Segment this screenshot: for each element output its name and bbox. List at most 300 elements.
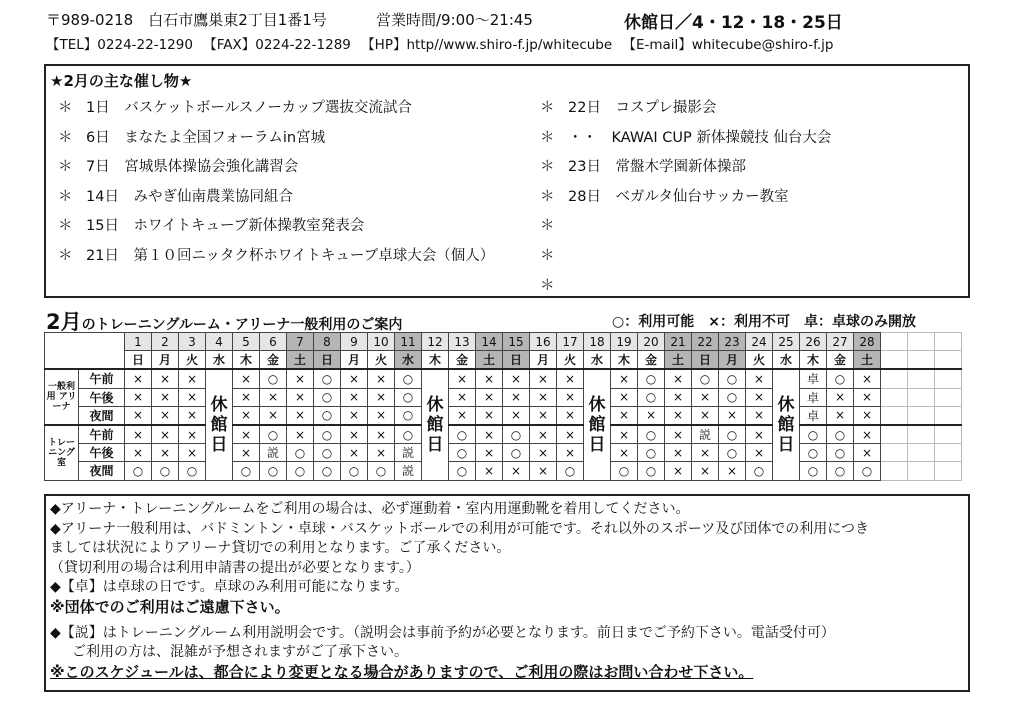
availability-cell: ○ (395, 388, 422, 406)
empty-cell (935, 425, 962, 444)
availability-cell: × (476, 369, 503, 388)
day-number: 15 (503, 333, 530, 351)
availability-cell: × (179, 388, 206, 406)
availability-cell: ○ (314, 444, 341, 462)
note-crowding: ご利用の方は、混雑が予想されますがご了承下さい。 (72, 644, 408, 661)
event-item (58, 96, 494, 126)
availability-cell: ○ (800, 444, 827, 462)
time-slot: 午後 (79, 444, 125, 462)
availability-cell: 説 (395, 462, 422, 480)
availability-cell: ○ (638, 444, 665, 462)
empty-cell (908, 333, 935, 351)
availability-cell: × (503, 369, 530, 388)
availability-cell: × (287, 388, 314, 406)
weekday: 金 (638, 351, 665, 370)
bullet-star: ＊ (540, 129, 555, 146)
bullet-star: ＊ (540, 247, 555, 264)
availability-cell: × (287, 369, 314, 388)
availability-cell: ○ (638, 462, 665, 480)
bullet-star: ＊ (540, 188, 555, 205)
homepage-link[interactable]: 【HP】http//www.shiro-f.jp/whitecube (361, 37, 613, 53)
weekday: 木 (233, 351, 260, 370)
availability-cell: × (287, 406, 314, 425)
availability-cell: ○ (800, 462, 827, 480)
availability-cell: × (233, 388, 260, 406)
availability-cell: × (611, 369, 638, 388)
availability-cell: × (746, 425, 773, 444)
availability-cell: × (719, 406, 746, 425)
availability-cell: × (530, 425, 557, 444)
day-number: 28 (854, 333, 881, 351)
events-title: ★2月の主な催し物★ (50, 72, 193, 90)
availability-cell: × (854, 388, 881, 406)
availability-cell: ○ (341, 462, 368, 480)
availability-cell: ○ (152, 462, 179, 480)
event-item (540, 274, 831, 304)
empty-cell (935, 388, 962, 406)
schedule-table (44, 332, 962, 481)
availability-cell: 説 (395, 444, 422, 462)
availability-cell: × (692, 406, 719, 425)
availability-cell: × (530, 369, 557, 388)
availability-cell: × (179, 369, 206, 388)
availability-cell: × (233, 369, 260, 388)
availability-cell: ○ (827, 444, 854, 462)
time-slot: 夜間 (79, 406, 125, 425)
availability-cell: ○ (395, 425, 422, 444)
schedule-row (45, 369, 962, 388)
availability-cell: × (746, 388, 773, 406)
time-slot: 午後 (79, 388, 125, 406)
business-hours: 営業時間/9:00〜21:45 (376, 11, 533, 29)
closed-day-cell: 休館日 (584, 369, 611, 480)
day-number: 24 (746, 333, 773, 351)
empty-cell (881, 444, 908, 462)
time-slot: 午前 (79, 425, 125, 444)
tel: 【TEL】0224-22-1290 (46, 37, 193, 53)
empty-cell (881, 406, 908, 425)
event-item (58, 214, 494, 244)
weekday: 火 (368, 351, 395, 370)
schedule-month: 2月 (46, 310, 82, 334)
availability-cell: ○ (746, 462, 773, 480)
empty-cell (935, 406, 962, 425)
availability-cell: × (152, 444, 179, 462)
weekday: 月 (341, 351, 368, 370)
availability-cell: × (854, 406, 881, 425)
availability-cell: ○ (800, 425, 827, 444)
empty-cell (908, 388, 935, 406)
availability-cell: × (341, 406, 368, 425)
note-arena-usage: ◆アリーナ一般利用は、バドミントン・卓球・バスケットボールでの利用が可能です。それ以外のスポーツ及び団体での利用につき (50, 520, 869, 537)
availability-cell: × (665, 369, 692, 388)
event-text: 28日 ベガルタ仙台サッカー教室 (568, 188, 789, 205)
availability-cell: × (827, 406, 854, 425)
availability-cell: × (368, 369, 395, 388)
event-item (540, 155, 831, 185)
day-number: 3 (179, 333, 206, 351)
day-number: 6 (260, 333, 287, 351)
availability-cell: ○ (314, 425, 341, 444)
availability-cell: ○ (449, 425, 476, 444)
event-text: 21日 第１０回ニッタク杯ホワイトキューブ卓球大会（個人） (86, 247, 495, 264)
bullet-star: ＊ (58, 129, 73, 146)
availability-cell: ○ (314, 462, 341, 480)
availability-cell: × (287, 425, 314, 444)
availability-cell: ○ (557, 462, 584, 480)
availability-cell: ○ (719, 425, 746, 444)
weekday: 金 (449, 351, 476, 370)
schedule-row (45, 388, 962, 406)
availability-cell: × (665, 406, 692, 425)
weekday: 土 (476, 351, 503, 370)
availability-cell: ○ (503, 425, 530, 444)
availability-cell: × (476, 425, 503, 444)
availability-cell: × (557, 388, 584, 406)
weekday: 木 (422, 351, 449, 370)
availability-cell: × (719, 462, 746, 480)
bullet-star: ＊ (540, 277, 555, 294)
event-item (58, 185, 494, 215)
availability-cell: × (665, 444, 692, 462)
availability-cell: × (692, 462, 719, 480)
availability-cell: ○ (638, 388, 665, 406)
availability-cell: 卓 (800, 369, 827, 388)
availability-cell: × (557, 369, 584, 388)
availability-cell: × (341, 444, 368, 462)
availability-cell: ○ (611, 462, 638, 480)
availability-cell: × (341, 425, 368, 444)
availability-cell: × (665, 462, 692, 480)
availability-cell: × (854, 444, 881, 462)
empty-cell (881, 388, 908, 406)
availability-cell: ○ (692, 369, 719, 388)
availability-cell: × (368, 444, 395, 462)
availability-cell: × (260, 406, 287, 425)
availability-cell: ○ (395, 369, 422, 388)
day-number: 18 (584, 333, 611, 351)
email-link[interactable]: 【E-mail】whitecube@shiro-f.jp (622, 37, 834, 53)
day-number: 16 (530, 333, 557, 351)
availability-cell: × (476, 462, 503, 480)
availability-cell: ○ (368, 462, 395, 480)
day-number: 1 (125, 333, 152, 351)
availability-cell: × (611, 388, 638, 406)
event-text: 22日 コスプレ撮影会 (568, 100, 717, 116)
time-slot: 午前 (79, 369, 125, 388)
weekday: 木 (611, 351, 638, 370)
event-text: ・・ KAWAI CUP 新体操競技 仙台大会 (568, 129, 832, 146)
day-number: 4 (206, 333, 233, 351)
availability-cell: × (125, 444, 152, 462)
availability-cell: ○ (125, 462, 152, 480)
day-number: 10 (368, 333, 395, 351)
day-number: 13 (449, 333, 476, 351)
weekday: 土 (854, 351, 881, 370)
availability-cell: × (125, 369, 152, 388)
empty-cell (908, 406, 935, 425)
weekday: 火 (179, 351, 206, 370)
day-number: 5 (233, 333, 260, 351)
availability-cell: × (179, 425, 206, 444)
availability-cell: × (476, 444, 503, 462)
empty-cell (881, 462, 908, 480)
weekday: 火 (746, 351, 773, 370)
availability-cell: × (854, 425, 881, 444)
note-attire: ◆アリーナ・トレーニングルームをご利用の場合は、必ず運動着・室内用運動靴を着用してください。 (50, 501, 690, 517)
day-number: 9 (341, 333, 368, 351)
day-number: 8 (314, 333, 341, 351)
day-number: 26 (800, 333, 827, 351)
weekday: 水 (773, 351, 800, 370)
availability-cell: × (746, 406, 773, 425)
empty-cell (935, 351, 962, 370)
availability-cell: × (476, 388, 503, 406)
availability-cell: × (260, 388, 287, 406)
availability-cell: × (152, 388, 179, 406)
empty-cell (908, 462, 935, 480)
section-label: 一般利用 アリーナ (45, 369, 79, 425)
availability-cell: ○ (827, 369, 854, 388)
availability-cell: ○ (638, 425, 665, 444)
bullet-star: ＊ (58, 159, 73, 176)
availability-cell: ○ (827, 462, 854, 480)
availability-cell: ○ (260, 425, 287, 444)
empty-cell (935, 333, 962, 351)
note-groups: ※団体でのご利用はご遠慮下さい。 (50, 597, 290, 616)
availability-cell: × (179, 444, 206, 462)
availability-cell: ○ (503, 444, 530, 462)
availability-cell: × (692, 444, 719, 462)
availability-cell: × (341, 369, 368, 388)
availability-cell: × (179, 406, 206, 425)
schedule-legend: ○：利用可能 ×：利用不可 卓：卓球のみ開放 (612, 314, 916, 330)
schedule-row (45, 406, 962, 425)
availability-cell: × (341, 388, 368, 406)
availability-cell: × (368, 388, 395, 406)
weekday: 日 (314, 351, 341, 370)
availability-cell: × (638, 406, 665, 425)
availability-cell: × (476, 406, 503, 425)
availability-cell: × (125, 388, 152, 406)
event-text: 1日 バスケットボールスノーカップ選抜交流試合 (86, 100, 412, 116)
weekday: 水 (206, 351, 233, 370)
event-item (58, 155, 494, 185)
event-item (540, 126, 831, 156)
availability-cell: ○ (449, 462, 476, 480)
corner-cell (45, 333, 125, 370)
availability-cell: ○ (638, 369, 665, 388)
availability-cell: × (557, 444, 584, 462)
day-number: 21 (665, 333, 692, 351)
availability-cell: 説 (692, 425, 719, 444)
day-number: 11 (395, 333, 422, 351)
weekday: 日 (125, 351, 152, 370)
availability-cell: × (233, 406, 260, 425)
closed-day-cell: 休館日 (422, 369, 449, 480)
availability-cell: ○ (179, 462, 206, 480)
availability-cell: × (368, 425, 395, 444)
event-item (58, 126, 494, 156)
availability-cell: ○ (719, 388, 746, 406)
contact-line (46, 33, 839, 53)
events-left-column (58, 96, 494, 274)
bullet-star: ＊ (540, 159, 555, 176)
weekday: 水 (584, 351, 611, 370)
availability-cell: ○ (233, 462, 260, 480)
availability-cell: × (503, 388, 530, 406)
day-number: 19 (611, 333, 638, 351)
availability-cell: × (557, 425, 584, 444)
availability-cell: × (665, 388, 692, 406)
empty-cell (908, 425, 935, 444)
schedule-row (45, 444, 962, 462)
availability-cell: × (503, 462, 530, 480)
day-number: 2 (152, 333, 179, 351)
availability-cell: × (665, 425, 692, 444)
day-number: 14 (476, 333, 503, 351)
availability-cell: ○ (314, 369, 341, 388)
empty-cell (935, 369, 962, 388)
notes-box (44, 494, 970, 692)
availability-cell: × (746, 369, 773, 388)
availability-cell: × (449, 406, 476, 425)
events-right-column (540, 96, 831, 303)
weekday: 土 (665, 351, 692, 370)
closed-days: 休館日／4・12・18・25日 (624, 13, 843, 33)
weekday: 木 (800, 351, 827, 370)
day-number: 12 (422, 333, 449, 351)
weekday: 金 (827, 351, 854, 370)
weekday: 月 (152, 351, 179, 370)
availability-cell: × (530, 388, 557, 406)
day-number: 17 (557, 333, 584, 351)
availability-cell: × (746, 444, 773, 462)
empty-cell (908, 351, 935, 370)
bullet-star: ＊ (58, 188, 73, 205)
event-text: 15日 ホワイトキューブ新体操教室発表会 (86, 218, 365, 235)
event-text: 23日 常盤木学園新体操部 (568, 159, 746, 176)
weekday: 金 (260, 351, 287, 370)
event-text: 6日 まなたよ全国フォーラムin宮城 (86, 129, 326, 146)
availability-cell: × (557, 406, 584, 425)
empty-cell (881, 425, 908, 444)
availability-cell: ○ (260, 462, 287, 480)
note-table-tennis: ◆【卓】は卓球の日です。卓球のみ利用可能になります。 (50, 579, 409, 596)
availability-cell: ○ (287, 444, 314, 462)
availability-cell: ○ (719, 444, 746, 462)
empty-cell (908, 369, 935, 388)
schedule-row (45, 462, 962, 480)
availability-cell: × (692, 388, 719, 406)
availability-cell: ○ (719, 369, 746, 388)
availability-cell: × (503, 406, 530, 425)
event-item (58, 244, 494, 274)
weekday: 月 (719, 351, 746, 370)
availability-cell: ○ (395, 406, 422, 425)
availability-cell: 説 (260, 444, 287, 462)
event-item (540, 185, 831, 215)
availability-cell: × (368, 406, 395, 425)
availability-cell: 卓 (800, 406, 827, 425)
availability-cell: × (611, 444, 638, 462)
event-text: 7日 宮城県体操協会強化講習会 (86, 159, 299, 176)
empty-cell (881, 333, 908, 351)
availability-cell: × (152, 406, 179, 425)
bullet-star: ＊ (540, 100, 555, 116)
availability-cell: ○ (449, 444, 476, 462)
availability-cell: ○ (287, 462, 314, 480)
bullet-star: ＊ (58, 218, 73, 235)
weekday: 日 (692, 351, 719, 370)
event-item (540, 214, 831, 244)
bullet-star: ＊ (58, 247, 73, 264)
availability-cell: × (854, 369, 881, 388)
availability-cell: ○ (854, 462, 881, 480)
closed-day-cell: 休館日 (206, 369, 233, 480)
day-number: 22 (692, 333, 719, 351)
note-rental-application: （貸切利用の場合は利用申請書の提出が必要となります。） (50, 559, 420, 576)
weekday: 水 (395, 351, 422, 370)
closed-day-cell: 休館日 (773, 369, 800, 480)
events-box (44, 64, 970, 298)
day-number: 7 (287, 333, 314, 351)
facility-header (46, 9, 843, 33)
availability-cell: × (449, 369, 476, 388)
empty-cell (935, 444, 962, 462)
availability-cell: ○ (314, 388, 341, 406)
availability-cell: ○ (827, 425, 854, 444)
availability-cell: ○ (314, 406, 341, 425)
event-item (540, 96, 831, 126)
empty-cell (881, 369, 908, 388)
note-arena-usage-cont: ましては状況によりアリーナ貸切での利用となります。ご了承ください。 (50, 540, 511, 557)
weekday: 日 (503, 351, 530, 370)
weekday: 土 (287, 351, 314, 370)
bullet-star: ＊ (58, 100, 73, 116)
time-slot: 夜間 (79, 462, 125, 480)
day-number: 20 (638, 333, 665, 351)
empty-cell (881, 351, 908, 370)
availability-cell: × (152, 425, 179, 444)
availability-cell: × (611, 425, 638, 444)
availability-cell: 卓 (800, 388, 827, 406)
availability-cell: ○ (260, 369, 287, 388)
note-orientation: ◆【説】はトレーニングルーム利用説明会です。（説明会は事前予約が必要となります。前日までご予約下さい。電話受付可） (50, 624, 835, 641)
day-number-row (45, 333, 962, 351)
fax: 【FAX】0224-22-1289 (203, 37, 351, 53)
note-schedule-change: ※このスケジュールは、都合により変更となる場合がありますので、ご利用の際はお問い合わせ下さい。 (50, 662, 754, 681)
section-label: トレーニング室 (45, 425, 79, 480)
day-number: 23 (719, 333, 746, 351)
availability-cell: × (611, 406, 638, 425)
availability-cell: × (530, 462, 557, 480)
empty-cell (935, 462, 962, 480)
bullet-star: ＊ (540, 218, 555, 235)
availability-cell: × (125, 425, 152, 444)
availability-cell: × (152, 369, 179, 388)
availability-cell: × (233, 444, 260, 462)
availability-cell: × (233, 425, 260, 444)
availability-cell: × (530, 444, 557, 462)
availability-cell: × (449, 388, 476, 406)
availability-cell: × (125, 406, 152, 425)
weekday: 火 (557, 351, 584, 370)
availability-cell: × (827, 388, 854, 406)
schedule-row (45, 425, 962, 444)
day-number: 27 (827, 333, 854, 351)
address: 〒989-0218 白石市鷹巣東2丁目1番1号 (46, 11, 327, 29)
